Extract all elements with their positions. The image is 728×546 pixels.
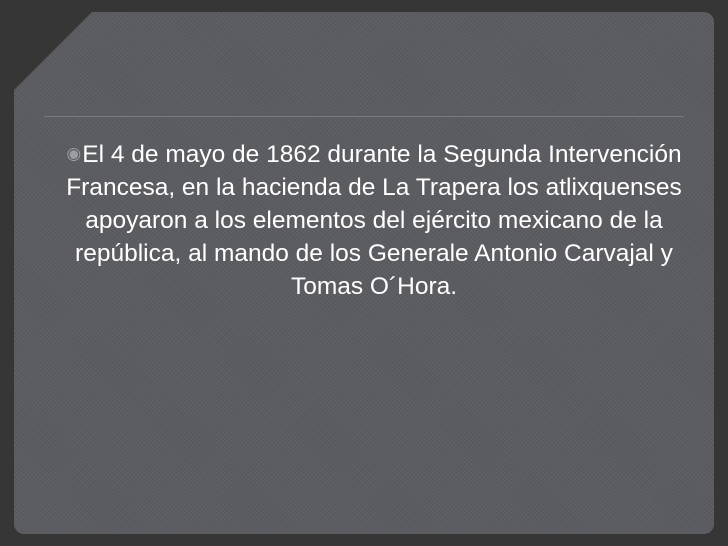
body-paragraph (54, 138, 694, 303)
bullet-icon: ◉ (66, 144, 82, 164)
paragraph-text: El 4 de mayo de 1862 durante la Segunda Intervención Francesa, en la hacienda de La Trapera los atlixquenses apoyaron a los elementos del ejército mexicano de la república, al mando de los Generale Antonio Carvajal y Tomas O´Hora. (66, 141, 682, 300)
title-divider (44, 116, 684, 117)
